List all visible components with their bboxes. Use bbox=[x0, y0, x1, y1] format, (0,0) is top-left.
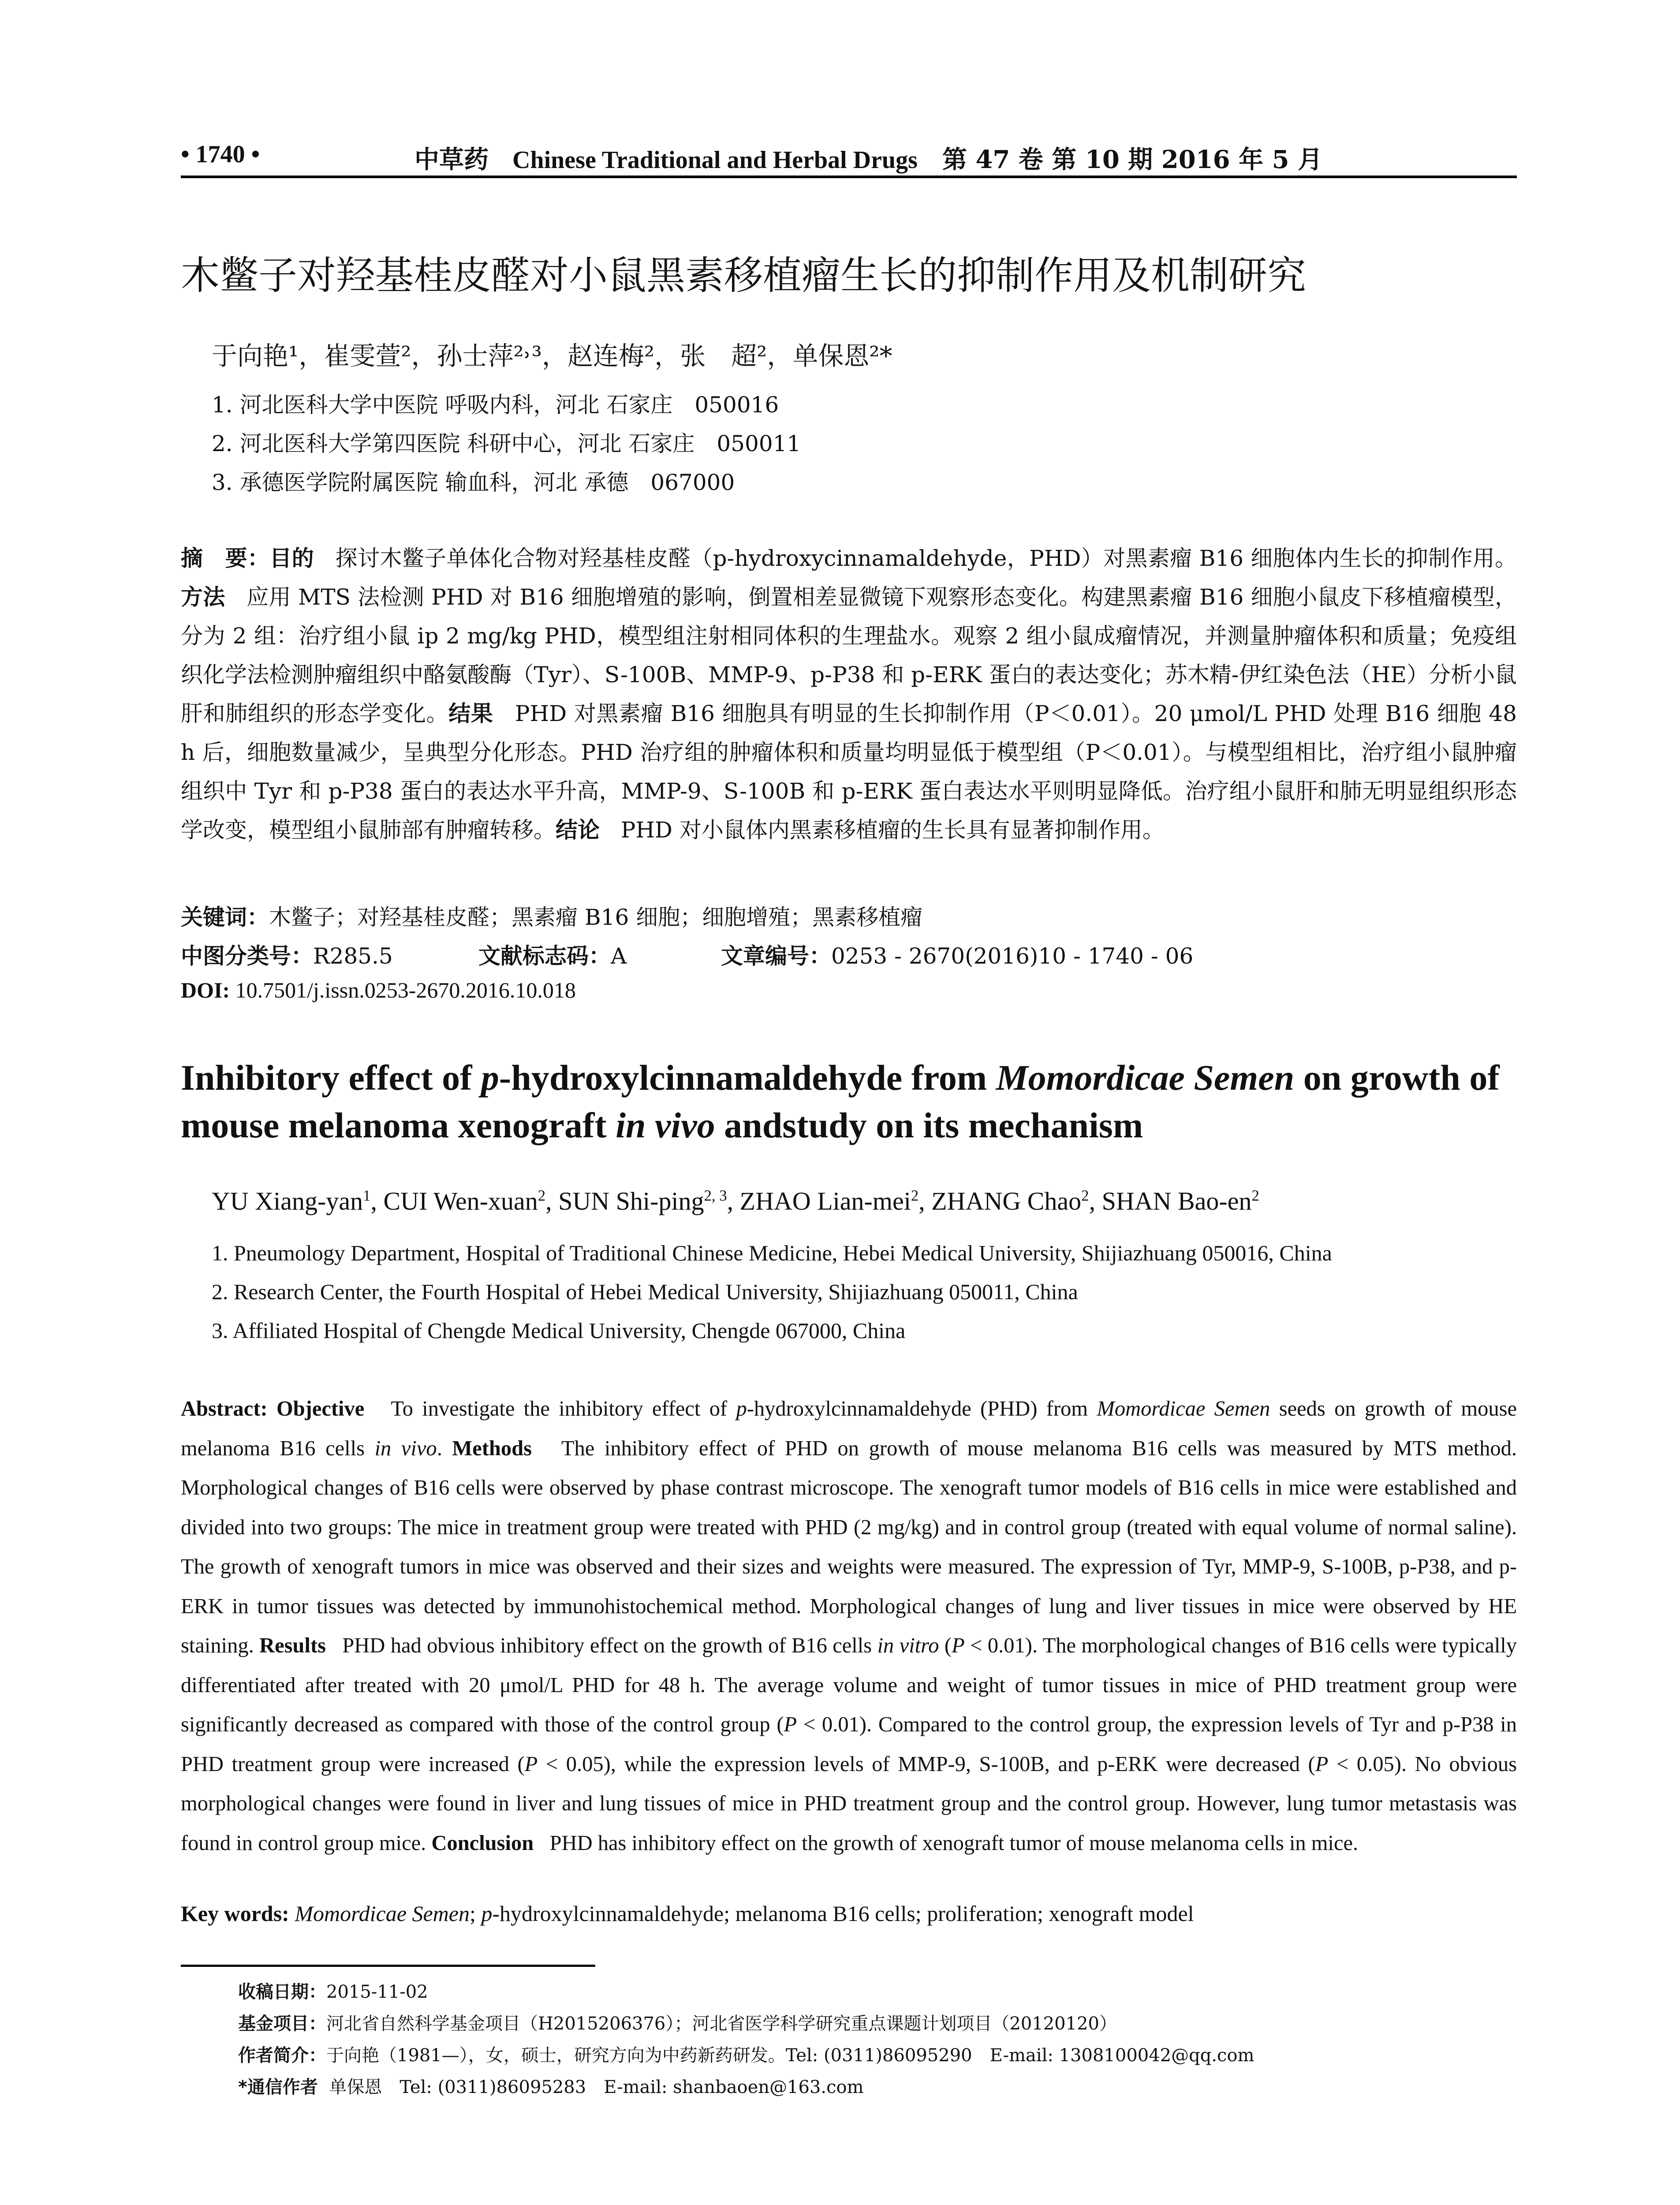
article-label: 文章编号： bbox=[721, 943, 831, 969]
objective-en: -hydroxylcinnamaldehyde (PHD) from bbox=[747, 1397, 1097, 1420]
title-en-part: Inhibitory effect of bbox=[181, 1058, 481, 1098]
methods-cn: 应用 MTS 法检测 PHD 对 B16 细胞增殖的影响，倒置相差显微镜下观察形态变化。构建黑素瘤 B16 细胞小鼠皮下移植瘤模型，分为 2 组：治疗组小鼠 ip 2 mg/kg PHD，模型组注射相同体积的生理盐水。观察 2 组小鼠成瘤情况，并测量肿瘤体积和质量；免疫组织化学法检测肿瘤组织中酪氨酸酶（Tyr）、S-100B、MMP-9、p-P38 和 p-ERK 蛋白的表达变化；苏木精-伊红染色法（HE）分析小鼠肝和肺组织的形态学变化。 bbox=[181, 584, 1517, 726]
results-cn-label: 结果 bbox=[448, 701, 493, 726]
results-en-label: Results bbox=[259, 1634, 326, 1657]
journal-logo: 中草药 bbox=[414, 145, 489, 174]
author-en: SUN Shi-ping$^{2, 3}$ bbox=[558, 1187, 727, 1215]
title-en-part: andstudy on its mechanism bbox=[715, 1105, 1143, 1145]
keywords-english bbox=[181, 1901, 1194, 1926]
conclusion-en: PHD has inhibitory effect on the growth of xenograft tumor of mouse melanoma cells in mice. bbox=[549, 1831, 1359, 1855]
running-header bbox=[181, 140, 1517, 176]
conclusion-cn: PHD 对小鼠体内黑素移植瘤的生长具有显著抑制作用。 bbox=[620, 817, 1165, 843]
affiliation-en-1: 1. Pneumology Department, Hospital of Traditional Chinese Medicine, Hebei Medical University, Shijiazhuang 050016, China bbox=[212, 1241, 1332, 1265]
author-bio-text: 于向艳（1981—），女，硕士，研究方向为中药新药研发。Tel: (0311)86095290 E-mail: 1308100042@qq.com bbox=[326, 2045, 1254, 2066]
keyword-en-italic: p bbox=[481, 1901, 493, 1926]
corresponding-label: *通信作者 bbox=[238, 2077, 318, 2097]
doi bbox=[181, 977, 576, 1003]
results-en: < 0.01). The morphological changes of B16 cells were typically differentiated after treated with 20 μmol/L PHD for 48 h. The average volume and weight of tumor tissues in mice of PHD treatment group were significantly decreased as compared with those of the control group ( bbox=[181, 1634, 1517, 1736]
journal-title bbox=[414, 140, 1322, 176]
objective-en-italic: p bbox=[736, 1397, 747, 1420]
footnote-author bbox=[238, 2041, 1254, 2067]
affiliation-cn-1: 1. 河北医科大学中医院 呼吸内科，河北 石家庄 050016 bbox=[212, 392, 779, 418]
author-en: ZHAO Lian-mei$^2$ bbox=[739, 1187, 919, 1215]
results-en: ( bbox=[939, 1634, 952, 1657]
document-code bbox=[478, 938, 627, 970]
keyword-en-italic: Momordicae Semen bbox=[295, 1901, 470, 1926]
header-rule bbox=[181, 176, 1517, 178]
corresponding-text: 单保恩 Tel: (0311)86095283 E-mail: shanbaoen@163.com bbox=[329, 2077, 864, 2097]
affiliation-en-2: 2. Research Center, the Fourth Hospital of Hebei Medical University, Shijiazhuang 050011, China bbox=[212, 1279, 1078, 1304]
clc-value: R285.5 bbox=[313, 943, 393, 969]
author-en: YU Xiang-yan$^1$ bbox=[212, 1187, 371, 1215]
keyword-en: -hydroxylcinnamaldehyde; melanoma B16 cells; proliferation; xenograft model bbox=[492, 1901, 1194, 1926]
results-en: < 0.05). No obvious morphological changes were found in liver and lung tissues of mice in PHD treatment group and the control group. However, lung tumor metastasis was found in control group mice. bbox=[181, 1752, 1517, 1855]
fund-label: 基金项目： bbox=[238, 2014, 326, 2034]
journal-issue: 第 47 卷 第 10 期 2016 年 5 月 bbox=[942, 145, 1323, 174]
footnote-rule bbox=[181, 1965, 595, 1967]
journal-name: Chinese Traditional and Herbal Drugs bbox=[512, 146, 918, 174]
received-label: 收稿日期： bbox=[238, 1982, 326, 2002]
footnote-corresponding bbox=[238, 2073, 864, 2098]
results-en-italic: P bbox=[1315, 1752, 1329, 1776]
title-chinese: 木鳖子对羟基桂皮醛对小鼠黑素移植瘤生长的抑制作用及机制研究 bbox=[181, 253, 1307, 298]
results-cn: PHD 对黑素瘤 B16 细胞具有明显的生长抑制作用（P＜0.01）。20 μmol/L PHD 处理 B16 细胞 48 h 后，细胞数量减少，呈典型分化形态。PHD 治疗组的肿瘤体积和质量均明显低于模型组（P＜0.01）。与模型组相比，治疗组小鼠肿瘤组织中 Tyr 和 p-P38 蛋白的表达水平升高，MMP-9、S-100B 和 p-ERK 蛋白表达水平则明显降低。治疗组小鼠肝和肺无明显组织形态学改变，模型组小鼠肺部有肿瘤转移。 bbox=[181, 701, 1517, 843]
objective-cn: 探讨木鳖子单体化合物对羟基桂皮醛（p-hydroxycinnamaldehyde，PHD）对黑素瘤 B16 细胞体内生长的抑制作用。 bbox=[335, 546, 1517, 571]
results-en: PHD had obvious inhibitory effect on the growth of B16 cells bbox=[342, 1634, 877, 1657]
article-value: 0253 - 2670(2016)10 - 1740 - 06 bbox=[831, 943, 1194, 969]
footnote-received bbox=[238, 1978, 428, 2003]
abstract-cn-label: 摘 要： bbox=[181, 546, 270, 571]
keywords-cn-text: 木鳖子；对羟基桂皮醛；黑素瘤 B16 细胞；细胞增殖；黑素移植瘤 bbox=[269, 904, 923, 930]
objective-en-italic: Momordicae Semen bbox=[1097, 1397, 1270, 1420]
abstract-chinese bbox=[181, 539, 1517, 849]
title-en-italic: p bbox=[481, 1058, 499, 1098]
clc-label: 中图分类号： bbox=[181, 943, 313, 969]
methods-en-label: Methods bbox=[452, 1436, 532, 1460]
classification-row bbox=[181, 938, 1415, 974]
results-en-italic: in vitro bbox=[877, 1634, 939, 1657]
author-bio-label: 作者简介： bbox=[238, 2045, 326, 2066]
clc-code bbox=[181, 938, 393, 970]
title-en-part: on growth of mouse melanoma xenograft bbox=[181, 1058, 1500, 1145]
affiliation-cn-2: 2. 河北医科大学第四医院 科研中心，河北 石家庄 050011 bbox=[212, 431, 801, 456]
results-en-italic: P bbox=[784, 1713, 797, 1736]
objective-en: To investigate the inhibitory effect of bbox=[391, 1397, 736, 1420]
affiliation-cn-3: 3. 承德医学院附属医院 输血科，河北 承德 067000 bbox=[212, 470, 735, 495]
received-date: 2015-11-02 bbox=[326, 1982, 428, 2002]
results-en: < 0.05), while the expression levels of MMP-9, S-100B, and p-ERK were decreased ( bbox=[538, 1752, 1315, 1776]
methods-en: The inhibitory effect of PHD on growth of mouse melanoma B16 cells was measured by MTS method. Morphological changes of B16 cells were observed by phase contrast microscope. The xenograft tumor models of B16 cells in mice were established and divided into two groups: The mice in treatment group were treated with PHD (2 mg/kg) and in control group (treated with equal volume of normal saline). The growth of xenograft tumors in mice was observed and their sizes and weights were measured. The expression of Tyr, MMP-9, S-100B, p-P38, and p-ERK in tumor tissues was detected by immunohistochemical method. Morphological changes of lung and liver tissues in mice were observed by HE staining. bbox=[181, 1436, 1517, 1657]
author-en: CUI Wen-xuan$^2$ bbox=[383, 1187, 546, 1215]
doi-label: DOI: bbox=[181, 978, 230, 1002]
abstract-english bbox=[181, 1389, 1517, 1863]
doc-value: A bbox=[611, 943, 627, 969]
objective-en: seeds on growth of mouse melanoma B16 cells bbox=[181, 1397, 1517, 1460]
objective-en-italic: in vivo bbox=[374, 1436, 437, 1460]
title-en-italic: Momordicae Semen bbox=[996, 1058, 1295, 1098]
results-en: < 0.01). Compared to the control group, the expression levels of Tyr and p-P38 in PHD treatment group were increased ( bbox=[181, 1713, 1517, 1776]
page-number: • 1740 • bbox=[181, 141, 260, 168]
objective-cn-label: 目的 bbox=[269, 546, 314, 571]
author-en: ZHANG Chao$^2$ bbox=[931, 1187, 1089, 1215]
doc-label: 文献标志码： bbox=[478, 943, 611, 969]
keywords-en-label: Key words: bbox=[181, 1901, 289, 1926]
authors-chinese: 于向艳¹，崔雯萱²，孙士萍²˒³，赵连梅²，张 超²，单保恩²* bbox=[212, 341, 892, 371]
keyword-en: ; bbox=[469, 1901, 482, 1926]
objective-en: . bbox=[437, 1436, 442, 1460]
affiliation-en-3: 3. Affiliated Hospital of Chengde Medical University, Chengde 067000, China bbox=[212, 1318, 906, 1343]
footnote-fund bbox=[238, 2010, 1117, 2035]
authors-english: YU Xiang-yan$^1$, CUI Wen-xuan$^2$, SUN Shi-ping$^{2, 3}$, ZHAO Lian-mei$^2$, ZHANG Chao$^2$, SHAN Bao-$en^2$ bbox=[212, 1187, 1259, 1215]
doi-value[interactable]: 10.7501/j.issn.0253-2670.2016.10.018 bbox=[235, 978, 576, 1002]
title-en-italic: in vivo bbox=[616, 1105, 715, 1145]
methods-cn-label: 方法 bbox=[181, 584, 225, 610]
keywords-chinese bbox=[181, 900, 922, 931]
abstract-en-label: Abstract: Objective bbox=[181, 1397, 365, 1420]
author-en: SHAN Bao-$en^2$ bbox=[1101, 1187, 1259, 1215]
results-en-italic: P bbox=[952, 1634, 965, 1657]
fund-text: 河北省自然科学基金项目（H2015206376）；河北省医学科学研究重点课题计划项目（20120120） bbox=[326, 2014, 1117, 2034]
conclusion-en-label: Conclusion bbox=[431, 1831, 534, 1855]
title-en-part: -hydroxylcinnamaldehyde from bbox=[499, 1058, 996, 1098]
keywords-cn-label: 关键词： bbox=[181, 904, 269, 930]
article-number bbox=[721, 938, 1193, 970]
results-en-italic: P bbox=[524, 1752, 538, 1776]
conclusion-cn-label: 结论 bbox=[556, 817, 600, 843]
title-english bbox=[181, 1054, 1517, 1149]
